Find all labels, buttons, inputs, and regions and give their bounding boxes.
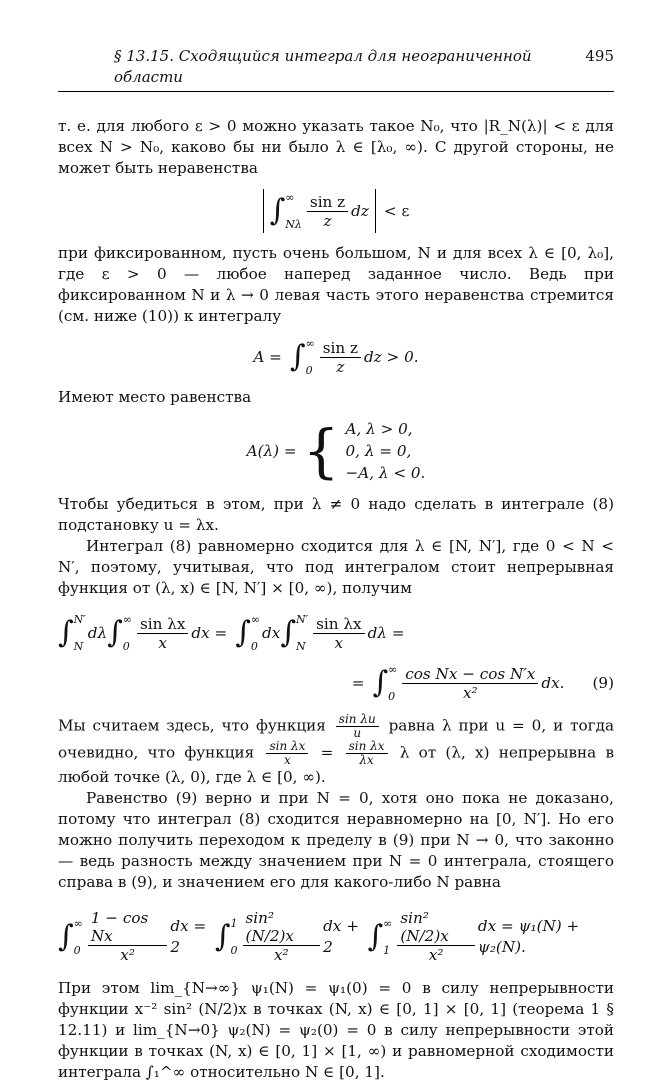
paragraph-8: При этом lim_{N→∞} ψ₁(N) = ψ₁(0) = 0 в силу непрерывности функции x⁻² sin² (N/2)x в точках (N, x) ∈ [0, 1] × [0, 1] (теорема 1 § 12.11) и lim_{N→0} ψ₂(N) = ψ₂(0) = 0 в силу непрерывности этой функции в точках (N, x) ∈ [0, 1] × [1, ∞) и равномерной сходимости интеграла ∫₁^∞ относительно N ∈ [0, 1]. <box>58 979 614 1081</box>
paragraph-4: Чтобы убедиться в этом, при λ ≠ 0 надо сделать в интеграле (8) подстановку u = λx. <box>58 495 614 534</box>
paragraph-3: Имеют место равенства <box>58 388 252 406</box>
book-page <box>58 46 614 1083</box>
equation-9-line2: = ∫ ∞ 0 $\frac{\text{cos Nx − cos N′x}}{\text{x²}}$ dx. (9) <box>351 663 614 703</box>
equation-cases: A(λ) = { A, λ > 0, 0, λ = 0, −A, λ < 0. <box>246 417 426 485</box>
equation-9-line1: ∫ N′ N dλ ∫ ∞ 0 $\frac{\text{sin λx}}{x}$ dx = ∫ ∞ 0 dx ∫ N′ N $\frac{\text{sin λx}}{x}$ dλ = <box>58 613 405 653</box>
paragraph-5: Интеграл (8) равномерно сходится для λ ∈ [N, N′], где 0 < N < N′, поэтому, учитывая, что под интегралом стоит непрерывная функция от (λ, x) ∈ [N, N′] × [0, ∞), получим <box>58 537 614 597</box>
fraction: $\frac{\text{sin z}}{z}$ <box>307 193 348 230</box>
paragraph-1: т. е. для любого ε > 0 можно указать такое N₀, что |R_N(λ)| < ε для всех N > N₀, каково бы ни было λ ∈ [λ₀, ∞). С другой стороны, не может быть неравенства <box>58 117 614 177</box>
equation-number: (9) <box>592 673 614 692</box>
integral-sign: ∫ <box>289 339 306 374</box>
equation-inequality: ∫ ∞ Nλ $\frac{\text{sin z}}{z}$ dz < ε <box>58 189 614 233</box>
brace-icon: { <box>302 417 340 485</box>
absolute-value: ∫ ∞ Nλ $\frac{\text{sin z}}{z}$ dz <box>263 189 376 233</box>
equation-integral-A: A = ∫ ∞ 0 $\frac{\text{sin z}}{z}$ dz > 0. <box>253 337 419 377</box>
page-number: 495 <box>585 47 614 65</box>
paragraph-6: Мы считаем здесь, что функция $\frac{\text{sin λu}}{u}$ равна λ при u = 0, и тогда очевидно, что функция $\frac{\text{sin λx}}{x}$ = $\frac{\text{sin λx}}{\lambda x}$ λ от (λ, x) непрерывна в любой точке (λ, 0), где λ ∈ [0, ∞). <box>58 712 615 786</box>
running-header <box>58 46 614 92</box>
equation-psi: ∫ ∞ 0 $\frac{\text{1 − cos Nx}}{\text{x²}}$ dx = 2 ∫ 1 0 $\frac{\text{sin² (N/2)x}}{\text{x²}}$ dx + 2 ∫ ∞ 1 $\frac{\text{sin² (N/2)x}}{\text{x²}}$ dx = ψ₁(N) + ψ₂(N). <box>58 909 580 964</box>
paragraph-7: Равенство (9) верно и при N = 0, хотя оно пока не доказано, потому что интеграл (8) сходится неравномерно на [0, N′]. Но его можно получить переходом к пределу в (9) при N → 0, что законно — ведь разность между значением при N = 0 интеграла, стоящего справа в (9), и значением его для какого-либо N равна <box>58 789 614 891</box>
integral-sign: ∫ <box>269 193 286 228</box>
header-title: § 13.15. Сходящийся интеграл для неограниченной области <box>114 47 532 86</box>
paragraph-2: при фиксированном, пусть очень большом, N и для всех λ ∈ [0, λ₀], где ε > 0 — любое наперед заданное число. Ведь при фиксированном N и λ → 0 левая часть этого неравенства стремится (см. ниже (10)) к интегралу <box>58 244 614 325</box>
